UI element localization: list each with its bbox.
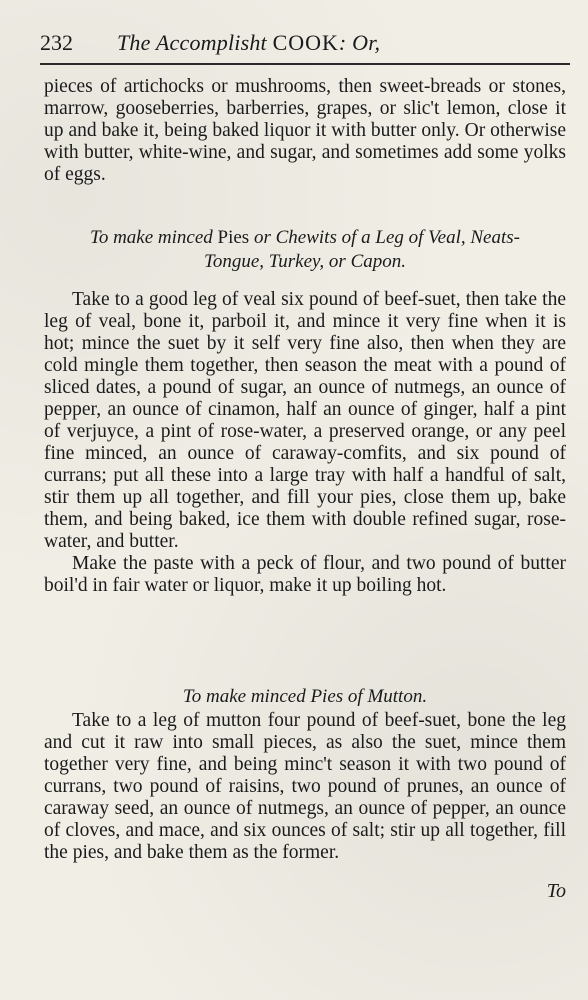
- section1-paragraph2: Make the paste with a peck of flour, and two pound of butter boil'd in fair water or liquor, make it up boiling hot.: [44, 553, 566, 596]
- section1-heading-line2: Tongue, Turkey, or Capon.: [204, 251, 406, 272]
- section2-heading: To make minced Pies of Mutton.: [182, 686, 428, 707]
- header-rule: [40, 63, 570, 65]
- section2-paragraph: Take to a leg of mutton four pound of beef-suet, bone the leg and cut it raw into small pieces, as also the suet, mince them together very fine, and being minc't season it with two pound of currans, two pound of raisins, two pound of prunes, an ounce of caraway seed, an ounce of nutmegs, an ounce of pepper, an ounce of cloves, and mace, and six ounces of salt; stir up all together, fill the pies, and bake them as the former.: [44, 710, 566, 863]
- section1-heading-b: Pies: [217, 227, 250, 248]
- section1-text-block: [44, 289, 566, 597]
- running-title-caps: COOK: [272, 30, 339, 55]
- running-title: [117, 30, 380, 56]
- section1-heading-line1: [44, 226, 566, 250]
- page-number: 232: [40, 30, 73, 55]
- section1-heading-a: To make minced: [90, 227, 213, 248]
- section2-text-block: [44, 710, 566, 864]
- section1-heading-c: or: [253, 227, 271, 248]
- section1-paragraph1: Take to a good leg of veal six pound of beef-suet, then take the leg of veal, bone it, parboil it, and mince it very fine when it is hot; mince the suet by it self very fine also, then when they are cold mingle them together, then season the meat with a pound of sliced dates, a pound of sugar, an ounce of nutmegs, an ounce of pepper, an ounce of cinamon, half an ounce of ginger, half a pint of verjuyce, a pint of rose-water, a preserved orange, or any peel fine minced, an ounce of caraway-comfits, and six pound of currans; put all these into a large tray with half a handful of salt, stir them up all together, and fill your pies, close them up, bake them, and being baked, ice them with double refined sugar, rose-water, and butter.: [44, 289, 566, 552]
- catchword: To: [546, 880, 566, 902]
- running-title-pre: The Accomplisht: [117, 30, 267, 55]
- intro-paragraph: pieces of artichocks or mushrooms, then sweet-breads or stones, marrow, gooseberries, barberries, grapes, or slic't lemon, close it up and bake it, being baked liquor it with butter only. Or otherwise with butter, white-wine, and sugar, and sometimes add some yolks of eggs.: [44, 76, 566, 185]
- intro-text-block: [44, 76, 566, 186]
- section1-heading-d: Chewits of a Leg of Veal, Neats-: [275, 227, 520, 248]
- running-header: [40, 30, 568, 64]
- section1-heading: [44, 226, 566, 274]
- running-title-post: : Or,: [338, 30, 381, 55]
